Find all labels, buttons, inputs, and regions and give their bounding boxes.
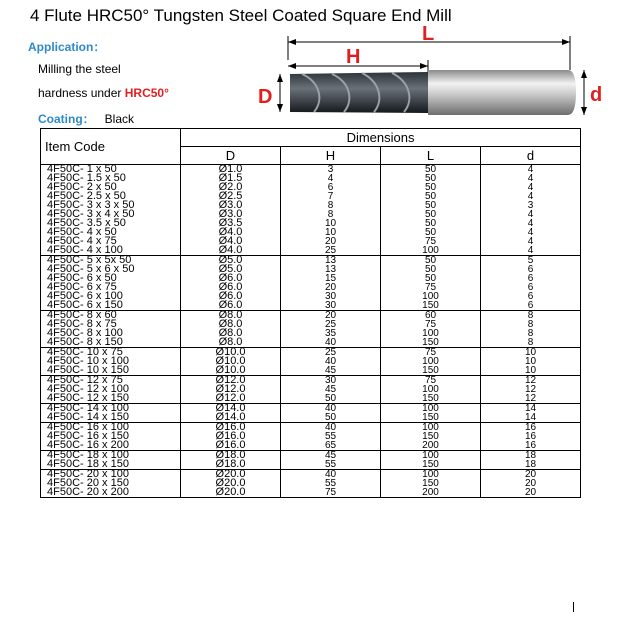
cell-l: 50	[381, 183, 481, 192]
cell-l: 150	[381, 479, 481, 488]
application-line-2-prefix: hardness under	[38, 86, 125, 100]
cell-item-code: 4F50C- 14 x 100	[41, 404, 181, 414]
cell-shank-d: 4	[481, 210, 581, 219]
arrow-d-bottom	[277, 104, 283, 112]
cell-l: 75	[381, 283, 481, 292]
cell-h: 10	[281, 228, 381, 237]
cell-h: 40	[281, 404, 381, 414]
cell-item-code: 4F50C- 2.5 x 50	[41, 192, 181, 201]
cell-item-code: 4F50C- 20 x 200	[41, 488, 181, 498]
cell-d: Ø3.5	[181, 219, 281, 228]
cell-item-code: 4F50C- 16 x 200	[41, 441, 181, 451]
cell-h: 50	[281, 413, 381, 423]
cell-shank-d: 8	[481, 329, 581, 338]
cell-item-code: 4F50C- 2 x 50	[41, 183, 181, 192]
cell-h: 55	[281, 432, 381, 441]
cell-d: Ø1.5	[181, 174, 281, 183]
cell-item-code: 4F50C- 5 x 5x 50	[41, 256, 181, 266]
cell-shank-d: 20	[481, 470, 581, 480]
cell-h: 25	[281, 246, 381, 256]
cell-item-code: 4F50C- 1.5 x 50	[41, 174, 181, 183]
cell-d: Ø8.0	[181, 320, 281, 329]
cell-shank-d: 6	[481, 301, 581, 311]
cell-l: 150	[381, 432, 481, 441]
coating-value: Black	[104, 112, 135, 126]
cell-d: Ø10.0	[181, 357, 281, 366]
arrow-d-top	[277, 74, 283, 82]
table-row	[41, 274, 581, 283]
cell-h: 15	[281, 274, 381, 283]
cell-item-code: 4F50C- 18 x 150	[41, 460, 181, 470]
cell-d: Ø18.0	[181, 451, 281, 461]
table-row	[41, 228, 581, 237]
cell-h: 20	[281, 237, 381, 246]
cell-l: 100	[381, 385, 481, 394]
cell-shank-d: 4	[481, 192, 581, 201]
application-heading: Application：	[28, 40, 106, 54]
cell-d: Ø3.0	[181, 201, 281, 210]
cell-d: Ø14.0	[181, 404, 281, 414]
cell-shank-d: 18	[481, 460, 581, 470]
cell-h: 45	[281, 385, 381, 394]
cell-h: 10	[281, 219, 381, 228]
cell-d: Ø6.0	[181, 301, 281, 311]
cell-d: Ø20.0	[181, 470, 281, 480]
cell-shank-d: 14	[481, 413, 581, 423]
cell-item-code: 4F50C- 10 x 100	[41, 357, 181, 366]
cell-d: Ø6.0	[181, 283, 281, 292]
cell-shank-d: 10	[481, 357, 581, 366]
cell-item-code: 4F50C- 16 x 150	[41, 432, 181, 441]
cell-shank-d: 6	[481, 283, 581, 292]
cell-item-code: 4F50C- 8 x 150	[41, 338, 181, 348]
column-header-h: H	[281, 147, 381, 165]
cell-item-code: 4F50C- 20 x 100	[41, 470, 181, 480]
cell-h: 8	[281, 210, 381, 219]
cell-h: 40	[281, 423, 381, 433]
cell-h: 55	[281, 460, 381, 470]
cell-shank-d: 20	[481, 479, 581, 488]
arrow-l-left	[288, 39, 296, 45]
cell-h: 40	[281, 357, 381, 366]
end-mill-diagram	[250, 20, 620, 130]
label-l: L	[422, 23, 435, 45]
cell-h: 45	[281, 366, 381, 376]
cell-l: 150	[381, 394, 481, 404]
cell-item-code: 4F50C- 4 x 75	[41, 237, 181, 246]
cell-d: Ø16.0	[181, 432, 281, 441]
cell-d: Ø8.0	[181, 329, 281, 338]
cell-d: Ø2.0	[181, 183, 281, 192]
cell-h: 4	[281, 174, 381, 183]
cell-shank-d: 20	[481, 488, 581, 498]
cell-shank-d: 4	[481, 174, 581, 183]
application-line-2	[38, 86, 169, 100]
cell-l: 150	[381, 338, 481, 348]
cell-l: 50	[381, 274, 481, 283]
cell-l: 75	[381, 348, 481, 358]
cell-h: 25	[281, 348, 381, 358]
cell-item-code: 4F50C- 16 x 100	[41, 423, 181, 433]
cell-d: Ø4.0	[181, 228, 281, 237]
cell-l: 150	[381, 301, 481, 311]
cell-h: 6	[281, 183, 381, 192]
cell-shank-d: 16	[481, 441, 581, 451]
cell-l: 200	[381, 488, 481, 498]
cell-d: Ø12.0	[181, 385, 281, 394]
cell-h: 30	[281, 376, 381, 386]
cell-shank-d: 12	[481, 385, 581, 394]
cell-h: 25	[281, 320, 381, 329]
cell-l: 50	[381, 174, 481, 183]
spec-table	[40, 128, 581, 498]
cell-h: 13	[281, 265, 381, 274]
cell-item-code: 4F50C- 10 x 150	[41, 366, 181, 376]
cell-l: 100	[381, 423, 481, 433]
table-row	[41, 311, 581, 321]
cell-item-code: 4F50C- 3 x 4 x 50	[41, 210, 181, 219]
cell-d: Ø12.0	[181, 376, 281, 386]
table-row	[41, 488, 581, 498]
cell-h: 30	[281, 292, 381, 301]
cell-d: Ø1.0	[181, 165, 281, 175]
cell-d: Ø20.0	[181, 488, 281, 498]
cell-d: Ø12.0	[181, 394, 281, 404]
cell-item-code: 4F50C- 4 x 100	[41, 246, 181, 256]
coating-row	[38, 110, 134, 127]
cell-item-code: 4F50C- 8 x 60	[41, 311, 181, 321]
cell-shank-d: 16	[481, 423, 581, 433]
cell-shank-d: 3	[481, 201, 581, 210]
cell-item-code: 4F50C- 5 x 6 x 50	[41, 265, 181, 274]
cell-h: 75	[281, 488, 381, 498]
cell-shank-d: 4	[481, 228, 581, 237]
cell-shank-d: 16	[481, 432, 581, 441]
cell-d: Ø10.0	[181, 366, 281, 376]
cell-item-code: 4F50C- 8 x 100	[41, 329, 181, 338]
cell-l: 150	[381, 366, 481, 376]
cell-shank-d: 4	[481, 165, 581, 175]
cell-d: Ø8.0	[181, 338, 281, 348]
label-d-small: d	[590, 84, 603, 106]
cell-l: 50	[381, 219, 481, 228]
cell-shank-d: 10	[481, 366, 581, 376]
cell-l: 100	[381, 357, 481, 366]
coating-label: Coating：	[38, 112, 95, 126]
cell-shank-d: 4	[481, 246, 581, 256]
table-row	[41, 174, 581, 183]
column-header-l: L	[381, 147, 481, 165]
cell-h: 7	[281, 192, 381, 201]
cell-h: 40	[281, 470, 381, 480]
cell-shank-d: 8	[481, 320, 581, 329]
cell-d: Ø16.0	[181, 423, 281, 433]
cell-d: Ø5.0	[181, 256, 281, 266]
cell-item-code: 4F50C- 12 x 150	[41, 394, 181, 404]
cell-item-code: 4F50C- 6 x 75	[41, 283, 181, 292]
spec-table-body	[41, 165, 581, 498]
cell-shank-d: 6	[481, 265, 581, 274]
column-header-d: D	[181, 147, 281, 165]
page-title: 4 Flute HRC50° Tungsten Steel Coated Square End Mill	[30, 6, 452, 25]
label-h: H	[346, 46, 361, 68]
cell-item-code: 4F50C- 6 x 50	[41, 274, 181, 283]
cell-d: Ø14.0	[181, 413, 281, 423]
cell-l: 50	[381, 256, 481, 266]
cell-d: Ø6.0	[181, 274, 281, 283]
cell-item-code: 4F50C- 14 x 150	[41, 413, 181, 423]
arrow-h-left	[288, 63, 296, 69]
cell-l: 50	[381, 210, 481, 219]
cell-item-code: 4F50C- 3 x 3 x 50	[41, 201, 181, 210]
cell-item-code: 4F50C- 3.5 x 50	[41, 219, 181, 228]
cell-h: 40	[281, 338, 381, 348]
cell-item-code: 4F50C- 10 x 75	[41, 348, 181, 358]
cell-shank-d: 10	[481, 348, 581, 358]
cell-h: 65	[281, 441, 381, 451]
column-header-d-shank: d	[481, 147, 581, 165]
cell-shank-d: 12	[481, 376, 581, 386]
cell-shank-d: 4	[481, 183, 581, 192]
cell-l: 50	[381, 165, 481, 175]
cell-l: 100	[381, 404, 481, 414]
cell-l: 100	[381, 329, 481, 338]
cell-d: Ø10.0	[181, 348, 281, 358]
table-row	[41, 301, 581, 311]
cell-shank-d: 4	[481, 237, 581, 246]
cell-l: 60	[381, 311, 481, 321]
table-row	[41, 265, 581, 274]
cell-item-code: 4F50C- 18 x 100	[41, 451, 181, 461]
application-line-1: Milling the steel	[38, 62, 121, 76]
label-d-big: D	[258, 86, 273, 108]
cell-item-code: 4F50C- 20 x 150	[41, 479, 181, 488]
table-row	[41, 219, 581, 228]
cell-shank-d: 12	[481, 394, 581, 404]
cell-shank-d: 4	[481, 219, 581, 228]
cell-l: 200	[381, 441, 481, 451]
cell-d: Ø4.0	[181, 237, 281, 246]
cell-item-code: 4F50C- 6 x 100	[41, 292, 181, 301]
cell-l: 50	[381, 192, 481, 201]
cell-l: 100	[381, 292, 481, 301]
cell-h: 3	[281, 165, 381, 175]
cell-item-code: 4F50C- 8 x 75	[41, 320, 181, 329]
cell-d: Ø8.0	[181, 311, 281, 321]
cell-h: 55	[281, 479, 381, 488]
hrc-value: HRC50°	[124, 86, 169, 100]
cell-shank-d: 6	[481, 274, 581, 283]
cell-d: Ø3.0	[181, 210, 281, 219]
cell-h: 45	[281, 451, 381, 461]
cell-h: 8	[281, 201, 381, 210]
cell-shank-d: 8	[481, 311, 581, 321]
cell-d: Ø16.0	[181, 441, 281, 451]
cell-l: 100	[381, 246, 481, 256]
cell-l: 150	[381, 460, 481, 470]
cell-item-code: 4F50C- 12 x 100	[41, 385, 181, 394]
arrow-l-right	[562, 39, 570, 45]
cell-item-code: 4F50C- 6 x 150	[41, 301, 181, 311]
cell-d: Ø2.5	[181, 192, 281, 201]
cell-d: Ø18.0	[181, 460, 281, 470]
cell-d: Ø5.0	[181, 265, 281, 274]
cell-l: 100	[381, 451, 481, 461]
cell-l: 100	[381, 470, 481, 480]
item-code-header: Item Code	[41, 129, 181, 165]
cell-l: 75	[381, 376, 481, 386]
arrow-d-small-top	[581, 70, 587, 78]
cell-l: 50	[381, 265, 481, 274]
cell-h: 50	[281, 394, 381, 404]
cell-d: Ø4.0	[181, 246, 281, 256]
cell-l: 75	[381, 320, 481, 329]
shank	[428, 70, 576, 115]
dimensions-header: Dimensions	[181, 129, 581, 147]
cell-item-code: 4F50C- 1 x 50	[41, 165, 181, 175]
cell-d: Ø20.0	[181, 479, 281, 488]
cell-l: 50	[381, 228, 481, 237]
arrow-d-small-bottom	[581, 107, 587, 115]
cell-h: 35	[281, 329, 381, 338]
cell-item-code: 4F50C- 4 x 50	[41, 228, 181, 237]
cell-l: 150	[381, 413, 481, 423]
cell-item-code: 4F50C- 12 x 75	[41, 376, 181, 386]
cell-shank-d: 5	[481, 256, 581, 266]
stray-mark	[573, 602, 574, 612]
cell-h: 20	[281, 311, 381, 321]
cell-shank-d: 18	[481, 451, 581, 461]
spec-table-container	[40, 128, 580, 498]
cell-h: 13	[281, 256, 381, 266]
cell-shank-d: 6	[481, 292, 581, 301]
arrow-h-right	[420, 63, 428, 69]
cell-l: 50	[381, 201, 481, 210]
cell-l: 75	[381, 237, 481, 246]
cell-h: 30	[281, 301, 381, 311]
cell-shank-d: 8	[481, 338, 581, 348]
cell-h: 20	[281, 283, 381, 292]
cell-d: Ø6.0	[181, 292, 281, 301]
cell-shank-d: 14	[481, 404, 581, 414]
